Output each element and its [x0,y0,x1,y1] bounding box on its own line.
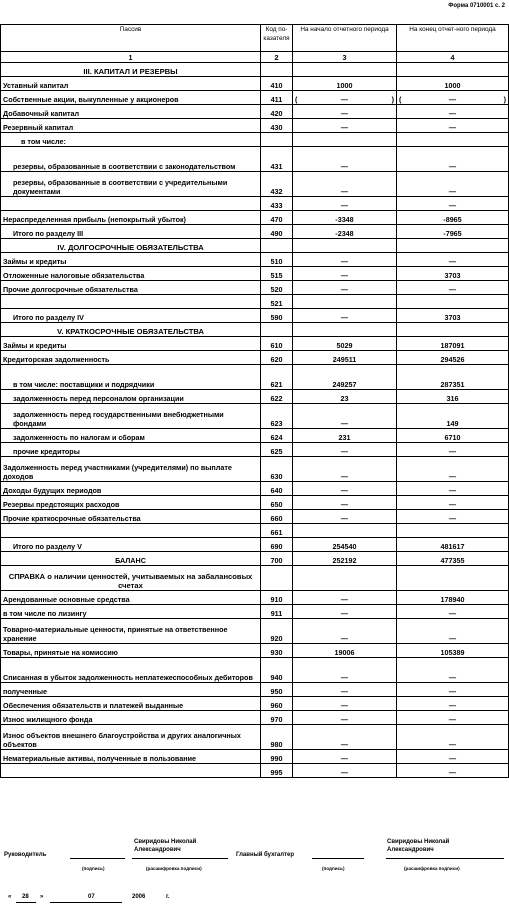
row-code: 920 [261,619,293,644]
row-start-value: 254540 [293,538,397,552]
chief-accountant-label: Главный бухгалтер [236,852,295,858]
row-code: 970 [261,711,293,725]
row-start-value: — [293,147,397,172]
row-code: 431 [261,147,293,172]
row-end-value: — [397,119,509,133]
table-row [1,591,509,605]
row-code: 930 [261,644,293,658]
row-end-value: — [397,105,509,119]
row-end-value [397,63,509,77]
row-label: СПРАВКА о наличии ценностей, учитываемых на забалансовых счетах [1,566,261,591]
section-header-row [1,239,509,253]
row-label: Резервы предстоящих расходов [1,496,261,510]
row-end-value: — [397,510,509,524]
row-code: 625 [261,443,293,457]
chief-decode-line [386,858,504,859]
form-number: Форма 0710001 с. 2 [448,3,505,9]
row-label: в том числе по лизингу [1,605,261,619]
balance-sheet-table [0,24,509,778]
row-code: 520 [261,281,293,295]
row-code: 911 [261,605,293,619]
row-end-value: — [397,619,509,644]
row-start-value [293,133,397,147]
row-label: резервы, образованные в соответствии с законодательством [1,147,261,172]
row-start-value: — [293,510,397,524]
row-code: 960 [261,697,293,711]
row-label: БАЛАНС [1,552,261,566]
table-row [1,91,509,105]
row-start-value [293,323,397,337]
table-row [1,225,509,239]
row-start-value: — [293,253,397,267]
row-code [261,323,293,337]
row-end-value: 294526 [397,351,509,365]
row-label: Арендованные основные средства [1,591,261,605]
table-row [1,267,509,281]
header-col-start: На начало отчетного периода [293,25,397,52]
row-label: Товарно-материальные ценности, принятые на ответственное хранение [1,619,261,644]
row-start-value: — [293,683,397,697]
table-row [1,105,509,119]
row-start-value [293,566,397,591]
row-start-value: — [293,619,397,644]
row-start-value [293,239,397,253]
table-row [1,211,509,225]
row-label: Итого по разделу IV [1,309,261,323]
row-end-value [397,133,509,147]
row-code: 980 [261,725,293,750]
row-start-value: — [293,404,397,429]
row-code: 990 [261,750,293,764]
row-end-value: — [397,697,509,711]
table-row [1,496,509,510]
row-code: 940 [261,658,293,683]
row-label: Нематериальные активы, полученные в пользование [1,750,261,764]
row-start-value: — [293,267,397,281]
table-row [1,725,509,750]
row-code: 640 [261,482,293,496]
row-label: Износ жилищного фонда [1,711,261,725]
row-end-value: — [397,683,509,697]
row-code: 590 [261,309,293,323]
row-code: 660 [261,510,293,524]
table-row [1,482,509,496]
row-start-value: — [293,496,397,510]
table-row [1,119,509,133]
table-row [1,429,509,443]
table-row [1,197,509,211]
table-row [1,309,509,323]
row-code: 623 [261,404,293,429]
row-start-value: 23 [293,390,397,404]
row-start-value: — [293,482,397,496]
row-end-value: — [397,725,509,750]
row-code: 411 [261,91,293,105]
row-start-value: — [293,591,397,605]
row-code: 432 [261,172,293,197]
row-end-value: 6710 [397,429,509,443]
row-start-value: — [293,457,397,482]
row-start-value [293,524,397,538]
table-row [1,281,509,295]
row-start-value: — [293,172,397,197]
row-end-value [397,323,509,337]
table-row [1,605,509,619]
row-start-value: — [293,764,397,778]
row-code: 515 [261,267,293,281]
table-row [1,365,509,390]
date-day-line [16,902,36,903]
row-end-value: 187091 [397,337,509,351]
row-end-text: — [448,95,457,104]
row-code: 950 [261,683,293,697]
table-row [1,133,509,147]
table-row [1,147,509,172]
head-sign-caption: (подпись) [82,866,105,871]
row-label [1,524,261,538]
row-label: Добавочный капитал [1,105,261,119]
row-end-value [397,566,509,591]
row-label [1,764,261,778]
date-month-line [50,902,122,903]
row-end-value: — [397,253,509,267]
row-code: 661 [261,524,293,538]
row-code [261,239,293,253]
date-close-quote: » [40,894,44,900]
row-end-value: 105389 [397,644,509,658]
head-name: Свиридовы Николай Александрович [134,839,197,853]
table-row [1,644,509,658]
section-header-row [1,323,509,337]
row-code [261,63,293,77]
table-row [1,683,509,697]
row-start-value: — [293,750,397,764]
row-start-value: — [293,443,397,457]
table-row [1,750,509,764]
row-end-value: 1000 [397,77,509,91]
row-label: Прочие долгосрочные обязательства [1,281,261,295]
row-end-value: 316 [397,390,509,404]
head-decode-line [132,858,228,859]
row-label: III. КАПИТАЛ И РЕЗЕРВЫ [1,63,261,77]
row-end-value: -7965 [397,225,509,239]
row-end-value: — [397,711,509,725]
row-label: Итого по разделу III [1,225,261,239]
row-end-value: -8965 [397,211,509,225]
table-row [1,619,509,644]
header-col-end: На конец отчет-ного периода [397,25,509,52]
row-end-value [397,524,509,538]
row-label: Собственные акции, выкупленные у акционеров [1,91,261,105]
row-start-value: -3348 [293,211,397,225]
row-code: 690 [261,538,293,552]
table-row [1,443,509,457]
row-end-value: 149 [397,404,509,429]
row-end-value: 477355 [397,552,509,566]
column-number: 2 [261,52,293,63]
row-label: задолженность перед персоналом организации [1,390,261,404]
section-header-row [1,566,509,591]
row-code: 420 [261,105,293,119]
row-code: 620 [261,351,293,365]
row-end-value: — [397,172,509,197]
row-label: задолженность по налогам и сборам [1,429,261,443]
table-row [1,337,509,351]
row-label [1,197,261,211]
row-code: 410 [261,77,293,91]
table-row [1,77,509,91]
row-start-value: 249257 [293,365,397,390]
row-label: резервы, образованные в соответствии с учредительными документами [1,172,261,197]
row-start-value: 19006 [293,644,397,658]
row-label: V. КРАТКОСРОЧНЫЕ ОБЯЗАТЕЛЬСТВА [1,323,261,337]
row-code: 622 [261,390,293,404]
table-row [1,552,509,566]
row-end-value: — [397,457,509,482]
table-row [1,658,509,683]
row-label: в том числе: поставщики и подрядчики [1,365,261,390]
row-label [1,295,261,309]
table-row [1,295,509,309]
row-end-value: ( — ) [397,91,509,105]
row-start-value: 1000 [293,77,397,91]
row-label: Списанная в убыток задолженность неплатежеспособных дебиторов [1,658,261,683]
row-start-value: -2348 [293,225,397,239]
date-year: 2006 [132,894,146,900]
table-row [1,351,509,365]
row-code: 430 [261,119,293,133]
table-row [1,711,509,725]
table-row [1,253,509,267]
header-col-name: Пассив [1,25,261,52]
table-row [1,390,509,404]
row-label: Износ объектов внешнего благоустройства и других аналогичных объектов [1,725,261,750]
row-start-value: 249511 [293,351,397,365]
row-end-value: — [397,147,509,172]
row-start-value: — [293,309,397,323]
row-code: 910 [261,591,293,605]
row-label: Задолженность перед участниками (учредителями) по выплате доходов [1,457,261,482]
row-code: 610 [261,337,293,351]
row-start-value: ( — ) [293,91,397,105]
table-row [1,172,509,197]
row-end-value: — [397,764,509,778]
row-end-value: — [397,482,509,496]
row-end-value: — [397,658,509,683]
row-end-value: — [397,197,509,211]
row-label: Доходы будущих периодов [1,482,261,496]
row-start-value: — [293,697,397,711]
row-start-value: — [293,658,397,683]
table-row [1,764,509,778]
row-code [261,566,293,591]
row-end-value: — [397,443,509,457]
row-label: Резервный капитал [1,119,261,133]
row-label: прочие кредиторы [1,443,261,457]
row-code: 650 [261,496,293,510]
chief-decode-caption: (расшифровка подписи) [404,866,460,871]
row-label: задолженность перед государственными внебюджетными фондами [1,404,261,429]
row-end-value: 3703 [397,267,509,281]
section-header-row [1,63,509,77]
head-signature-line [70,858,125,859]
table-row [1,524,509,538]
table-row [1,404,509,429]
row-start-value: — [293,105,397,119]
row-code: 624 [261,429,293,443]
row-start-value: — [293,119,397,133]
row-end-value [397,295,509,309]
column-number: 3 [293,52,397,63]
row-label: Займы и кредиты [1,337,261,351]
row-start-value [293,295,397,309]
chief-signature-line [312,858,364,859]
date-month: 07 [88,894,95,900]
row-label: Отложенные налоговые обязательства [1,267,261,281]
row-label: Итого по разделу V [1,538,261,552]
head-decode-caption: (расшифровка подписи) [146,866,202,871]
column-number: 4 [397,52,509,63]
row-code: 490 [261,225,293,239]
chief-accountant-name: Свиридовы Николай Александрович [387,839,450,853]
column-numbers-row [1,52,509,63]
row-start-value: — [293,725,397,750]
head-label: Руководитель [4,852,47,858]
row-label: IV. ДОЛГОСРОЧНЫЕ ОБЯЗАТЕЛЬСТВА [1,239,261,253]
row-start-value: 252192 [293,552,397,566]
row-start-value: — [293,197,397,211]
date-day: 28 [22,894,29,900]
date-open-quote: « [8,894,12,900]
row-start-text: — [340,95,349,104]
row-start-value: 231 [293,429,397,443]
row-label: Займы и кредиты [1,253,261,267]
row-end-value: 481617 [397,538,509,552]
header-row [1,25,509,52]
row-start-value: 5029 [293,337,397,351]
date-suffix: г. [166,894,170,900]
row-end-value: 178940 [397,591,509,605]
row-label: Кредиторская задолженность [1,351,261,365]
row-label: Прочие краткосрочные обязательства [1,510,261,524]
row-code: 700 [261,552,293,566]
row-code: 470 [261,211,293,225]
table-row [1,538,509,552]
row-end-value: 287351 [397,365,509,390]
row-label: Нераспределенная прибыль (непокрытый убыток) [1,211,261,225]
row-code [261,133,293,147]
row-code: 630 [261,457,293,482]
table-row [1,697,509,711]
header-col-code: Код по-казателя [261,25,293,52]
row-end-value: — [397,281,509,295]
row-code: 510 [261,253,293,267]
chief-sign-caption: (подпись) [322,866,345,871]
row-label: Обеспечения обязательств и платежей выданные [1,697,261,711]
row-start-value: — [293,711,397,725]
row-code: 621 [261,365,293,390]
table-row [1,510,509,524]
row-end-value [397,239,509,253]
table-row [1,457,509,482]
row-label: Уставный капитал [1,77,261,91]
row-end-value: — [397,750,509,764]
row-end-value: — [397,605,509,619]
row-start-value: — [293,605,397,619]
row-start-value [293,63,397,77]
column-number: 1 [1,52,261,63]
row-label: в том числе: [1,133,261,147]
row-label: полученные [1,683,261,697]
row-label: Товары, принятые на комиссию [1,644,261,658]
row-end-value: — [397,496,509,510]
row-start-value: — [293,281,397,295]
row-code: 995 [261,764,293,778]
row-end-value: 3703 [397,309,509,323]
row-code: 433 [261,197,293,211]
row-code: 521 [261,295,293,309]
